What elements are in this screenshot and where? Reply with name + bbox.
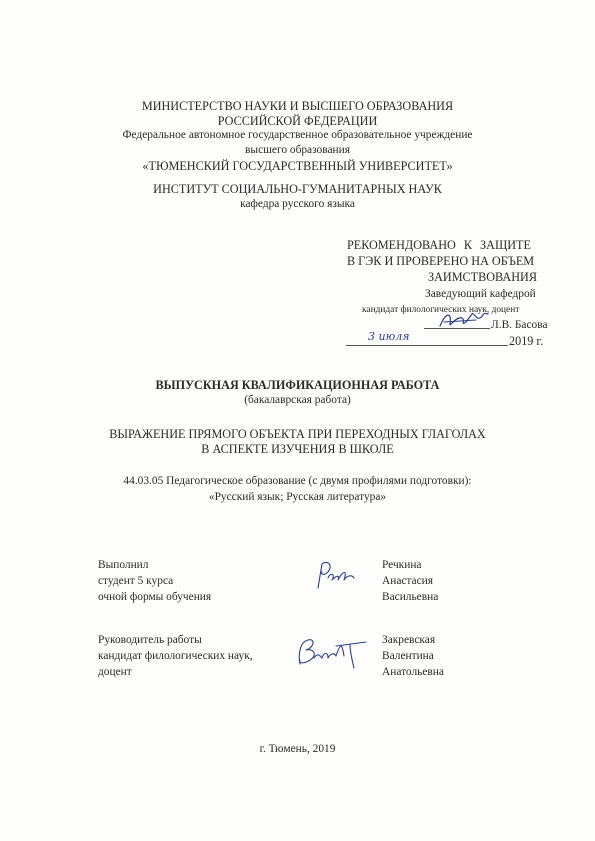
education-level-line: высшего образования (245, 144, 350, 156)
author-signature (312, 558, 362, 598)
supervisor-label-1: Руководитель работы (98, 634, 202, 646)
ministry-line-2: РОССИЙСКОЙ ФЕДЕРАЦИИ (217, 114, 378, 128)
approval-line-1: РЕКОМЕНДОВАНО К ЗАЩИТЕ (347, 238, 531, 252)
author-surname: Речкина (382, 559, 422, 571)
date-line (346, 345, 508, 346)
supervisor-patronymic: Анатольевна (382, 666, 444, 678)
program-line-2: «Русский язык; Русская литература» (208, 491, 387, 503)
author-first-name: Анастасия (382, 575, 433, 587)
supervisor-first-name: Валентина (382, 650, 434, 662)
supervisor-surname: Закревская (382, 634, 436, 646)
institution-type-line: Федеральное автономное государственное образовательное учреждение (122, 129, 473, 141)
department-name: кафедра русского языка (240, 198, 355, 210)
head-signature (436, 308, 496, 332)
institute-name: ИНСТИТУТ СОЦИАЛЬНО-ГУМАНИТАРНЫХ НАУК (153, 182, 442, 196)
author-label-1: Выполнил (98, 559, 149, 571)
ministry-line-1: МИНИСТЕРСТВО НАУКИ И ВЫСШЕГО ОБРАЗОВАНИЯ (141, 99, 454, 113)
author-label-2: студент 5 курса (98, 575, 174, 587)
work-title-line-2: В АСПЕКТЕ ИЗУЧЕНИЯ В ШКОЛЕ (201, 442, 394, 456)
approval-year: 2019 г. (509, 334, 544, 348)
university-name: «ТЮМЕНСКИЙ ГОСУДАРСТВЕННЫЙ УНИВЕРСИТЕТ» (142, 159, 453, 173)
supervisor-label-2: кандидат филологических наук, (98, 650, 253, 662)
author-label-3: очной формы обучения (98, 591, 212, 603)
approval-line-2: В ГЭК И ПРОВЕРЕНО НА ОБЪЕМ (347, 254, 535, 268)
work-subtype: (бакалаврская работа) (244, 394, 351, 406)
work-title-line-1: ВЫРАЖЕНИЕ ПРЯМОГО ОБЪЕКТА ПРИ ПЕРЕХОДНЫХ ГЛАГОЛАХ (109, 427, 486, 441)
approval-line-3: ЗАИМСТВОВАНИЯ (428, 270, 537, 284)
supervisor-signature (292, 634, 376, 674)
work-type: ВЫПУСКНАЯ КВАЛИФИКАЦИОННАЯ РАБОТА (155, 378, 440, 392)
head-name: Л.В. Басова (491, 319, 548, 331)
city-year: г. Тюмень, 2019 (259, 743, 336, 755)
supervisor-label-3: доцент (98, 666, 132, 678)
head-title: Заведующий кафедрой (425, 288, 536, 300)
handwritten-date: 3 июля (368, 330, 410, 343)
head-degree: кандидат филологических наук, доцент (362, 305, 520, 315)
author-patronymic: Васильевна (382, 591, 439, 603)
program-line-1: 44.03.05 Педагогическое образование (с двумя профилями подготовки): (123, 475, 472, 487)
